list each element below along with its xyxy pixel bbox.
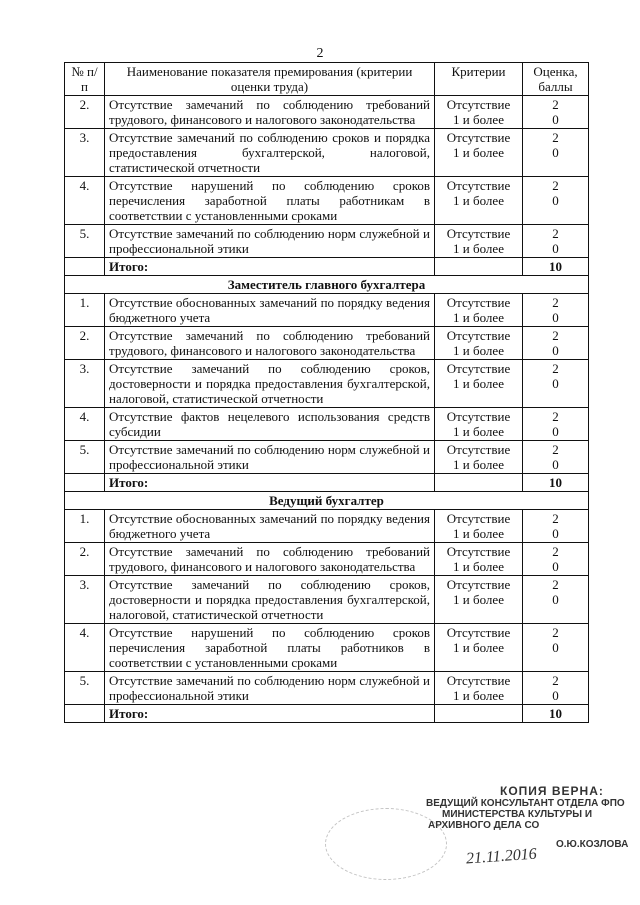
header-num: № п/п [65,63,105,96]
criteria-none: Отсутствие [446,577,511,592]
row-score [523,576,589,624]
row-criteria [435,294,523,327]
score-value: 0 [552,310,559,325]
criteria-one-or-more: 1 и более [453,376,504,391]
row-number: 4. [65,624,105,672]
page-number: 2 [316,46,324,61]
row-indicator: Отсутствие обоснованных замечаний по порядку ведения бюджетного учета [105,294,435,327]
criteria-one-or-more: 1 и более [453,241,504,256]
score-value: 2 [552,130,559,145]
row-score [523,294,589,327]
row-number: 4. [65,408,105,441]
criteria-one-or-more: 1 и более [453,592,504,607]
score-value: 0 [552,424,559,439]
row-indicator: Отсутствие замечаний по соблюдению норм служебной и профессиональной этики [105,225,435,258]
row-score [523,96,589,129]
copy-stamp [500,786,604,797]
section-heading-row [65,492,589,510]
row-criteria [435,576,523,624]
row-score [523,543,589,576]
criteria-one-or-more: 1 и более [453,343,504,358]
row-number: 5. [65,672,105,705]
row-indicator: Отсутствие нарушений по соблюдению сроков перечисления заработной платы работников в соответствии с установленными сроками [105,624,435,672]
criteria-one-or-more: 1 и более [453,457,504,472]
table-row [65,576,589,624]
table-row [65,360,589,408]
row-number: 2. [65,96,105,129]
criteria-one-or-more: 1 и более [453,559,504,574]
table-row [65,96,589,129]
premium-criteria-table [64,62,589,723]
score-value: 0 [552,457,559,472]
row-criteria [435,360,523,408]
row-score [523,225,589,258]
total-value: 10 [523,258,589,276]
score-value: 0 [552,559,559,574]
criteria-none: Отсутствие [446,673,511,688]
criteria-one-or-more: 1 и более [453,112,504,127]
table-row [65,408,589,441]
row-criteria [435,408,523,441]
total-value: 10 [523,705,589,723]
row-number: 3. [65,360,105,408]
criteria-one-or-more: 1 и более [453,310,504,325]
row-score [523,177,589,225]
criteria-none: Отсутствие [446,130,511,145]
row-indicator: Отсутствие замечаний по соблюдению требований трудового, финансового и налогового законодательства [105,96,435,129]
criteria-none: Отсутствие [446,442,511,457]
table-row [65,510,589,543]
section-title: Заместитель главного бухгалтера [65,276,589,294]
row-number: 1. [65,294,105,327]
row-indicator: Отсутствие фактов нецелевого использования средств субсидии [105,408,435,441]
row-indicator: Отсутствие замечаний по соблюдению требований трудового, финансового и налогового законодательства [105,543,435,576]
row-score [523,624,589,672]
score-value: 0 [552,112,559,127]
criteria-none: Отсутствие [446,361,511,376]
row-number: 5. [65,225,105,258]
score-value: 2 [552,673,559,688]
total-row [65,258,589,276]
total-value: 10 [523,474,589,492]
row-score [523,441,589,474]
total-empty-cell [435,474,523,492]
row-number: 3. [65,129,105,177]
score-value: 2 [552,511,559,526]
score-value: 2 [552,328,559,343]
stamp-line-2: ВЕДУЩИЙ КОНСУЛЬТАНТ ОТДЕЛА ФПО [426,798,625,809]
stamp-line-3: МИНИСТЕРСТВА КУЛЬТУРЫ И [442,809,593,820]
score-value: 2 [552,226,559,241]
criteria-none: Отсутствие [446,409,511,424]
table-row [65,543,589,576]
score-value: 0 [552,526,559,541]
score-value: 0 [552,592,559,607]
total-empty-cell [435,258,523,276]
row-number: 2. [65,327,105,360]
total-row [65,474,589,492]
score-value: 0 [552,241,559,256]
row-score [523,327,589,360]
row-criteria [435,129,523,177]
total-empty-cell [65,474,105,492]
stamp-line-4: АРХИВНОГО ДЕЛА СО [428,820,540,831]
criteria-none: Отсутствие [446,97,511,112]
criteria-none: Отсутствие [446,544,511,559]
row-indicator: Отсутствие нарушений по соблюдению сроков перечисления заработной платы работникам в соответствии с установленными сроками [105,177,435,225]
score-value: 0 [552,376,559,391]
score-value: 0 [552,688,559,703]
row-criteria [435,96,523,129]
row-score [523,408,589,441]
row-number: 3. [65,576,105,624]
row-score [523,360,589,408]
row-indicator: Отсутствие обоснованных замечаний по порядку ведения бюджетного учета [105,510,435,543]
row-criteria [435,441,523,474]
score-value: 0 [552,193,559,208]
header-criteria: Критерии [435,63,523,96]
row-indicator: Отсутствие замечаний по соблюдению сроков и порядка предоставления бухгалтерской, налоговой, статистической отчетности [105,129,435,177]
row-indicator: Отсутствие замечаний по соблюдению сроков, достоверности и порядка предоставления бухгалтерской, налоговой, статистической отчетности [105,576,435,624]
criteria-none: Отсутствие [446,226,511,241]
table-row [65,672,589,705]
criteria-one-or-more: 1 и более [453,526,504,541]
total-empty-cell [65,705,105,723]
table-row [65,177,589,225]
criteria-one-or-more: 1 и более [453,424,504,439]
row-criteria [435,177,523,225]
row-score [523,129,589,177]
score-value: 2 [552,577,559,592]
row-score [523,510,589,543]
score-value: 2 [552,295,559,310]
score-value: 2 [552,625,559,640]
total-empty-cell [65,258,105,276]
row-number: 5. [65,441,105,474]
row-criteria [435,624,523,672]
row-criteria [435,672,523,705]
header-name: Наименование показателя премирования (критерии оценки труда) [105,63,435,96]
criteria-none: Отсутствие [446,178,511,193]
stamp-line-1: КОПИЯ ВЕРНА: [500,784,604,798]
criteria-none: Отсутствие [446,625,511,640]
criteria-none: Отсутствие [446,511,511,526]
criteria-one-or-more: 1 и более [453,145,504,160]
table-row [65,624,589,672]
row-indicator: Отсутствие замечаний по соблюдению сроков, достоверности и порядка предоставления бухгалтерской, налоговой, статистической отчетности [105,360,435,408]
table-row [65,441,589,474]
signature-date: 21.11.2016 [465,845,538,868]
table-row [65,327,589,360]
row-indicator: Отсутствие замечаний по соблюдению норм служебной и профессиональной этики [105,441,435,474]
row-criteria [435,543,523,576]
row-score [523,672,589,705]
score-value: 2 [552,361,559,376]
score-value: 2 [552,544,559,559]
criteria-none: Отсутствие [446,328,511,343]
table-header-row [65,63,589,96]
row-criteria [435,327,523,360]
criteria-none: Отсутствие [446,295,511,310]
score-value: 2 [552,178,559,193]
copy-stamp-details [426,798,625,831]
section-heading-row [65,276,589,294]
row-indicator: Отсутствие замечаний по соблюдению норм служебной и профессиональной этики [105,672,435,705]
score-value: 0 [552,343,559,358]
section-title: Ведущий бухгалтер [65,492,589,510]
total-empty-cell [435,705,523,723]
row-criteria [435,510,523,543]
total-label: Итого: [105,705,435,723]
score-value: 2 [552,409,559,424]
score-value: 0 [552,640,559,655]
criteria-one-or-more: 1 и более [453,640,504,655]
score-value: 2 [552,97,559,112]
total-label: Итого: [105,474,435,492]
row-number: 1. [65,510,105,543]
row-indicator: Отсутствие замечаний по соблюдению требований трудового, финансового и налогового законодательства [105,327,435,360]
stamp-signatory-name: О.Ю.КОЗЛОВА [556,839,629,850]
score-value: 0 [552,145,559,160]
row-criteria [435,225,523,258]
criteria-one-or-more: 1 и более [453,688,504,703]
total-row [65,705,589,723]
total-label: Итого: [105,258,435,276]
score-value: 2 [552,442,559,457]
header-score: Оценка, баллы [523,63,589,96]
criteria-one-or-more: 1 и более [453,193,504,208]
table-row [65,129,589,177]
row-number: 4. [65,177,105,225]
table-row [65,294,589,327]
row-number: 2. [65,543,105,576]
table-row [65,225,589,258]
